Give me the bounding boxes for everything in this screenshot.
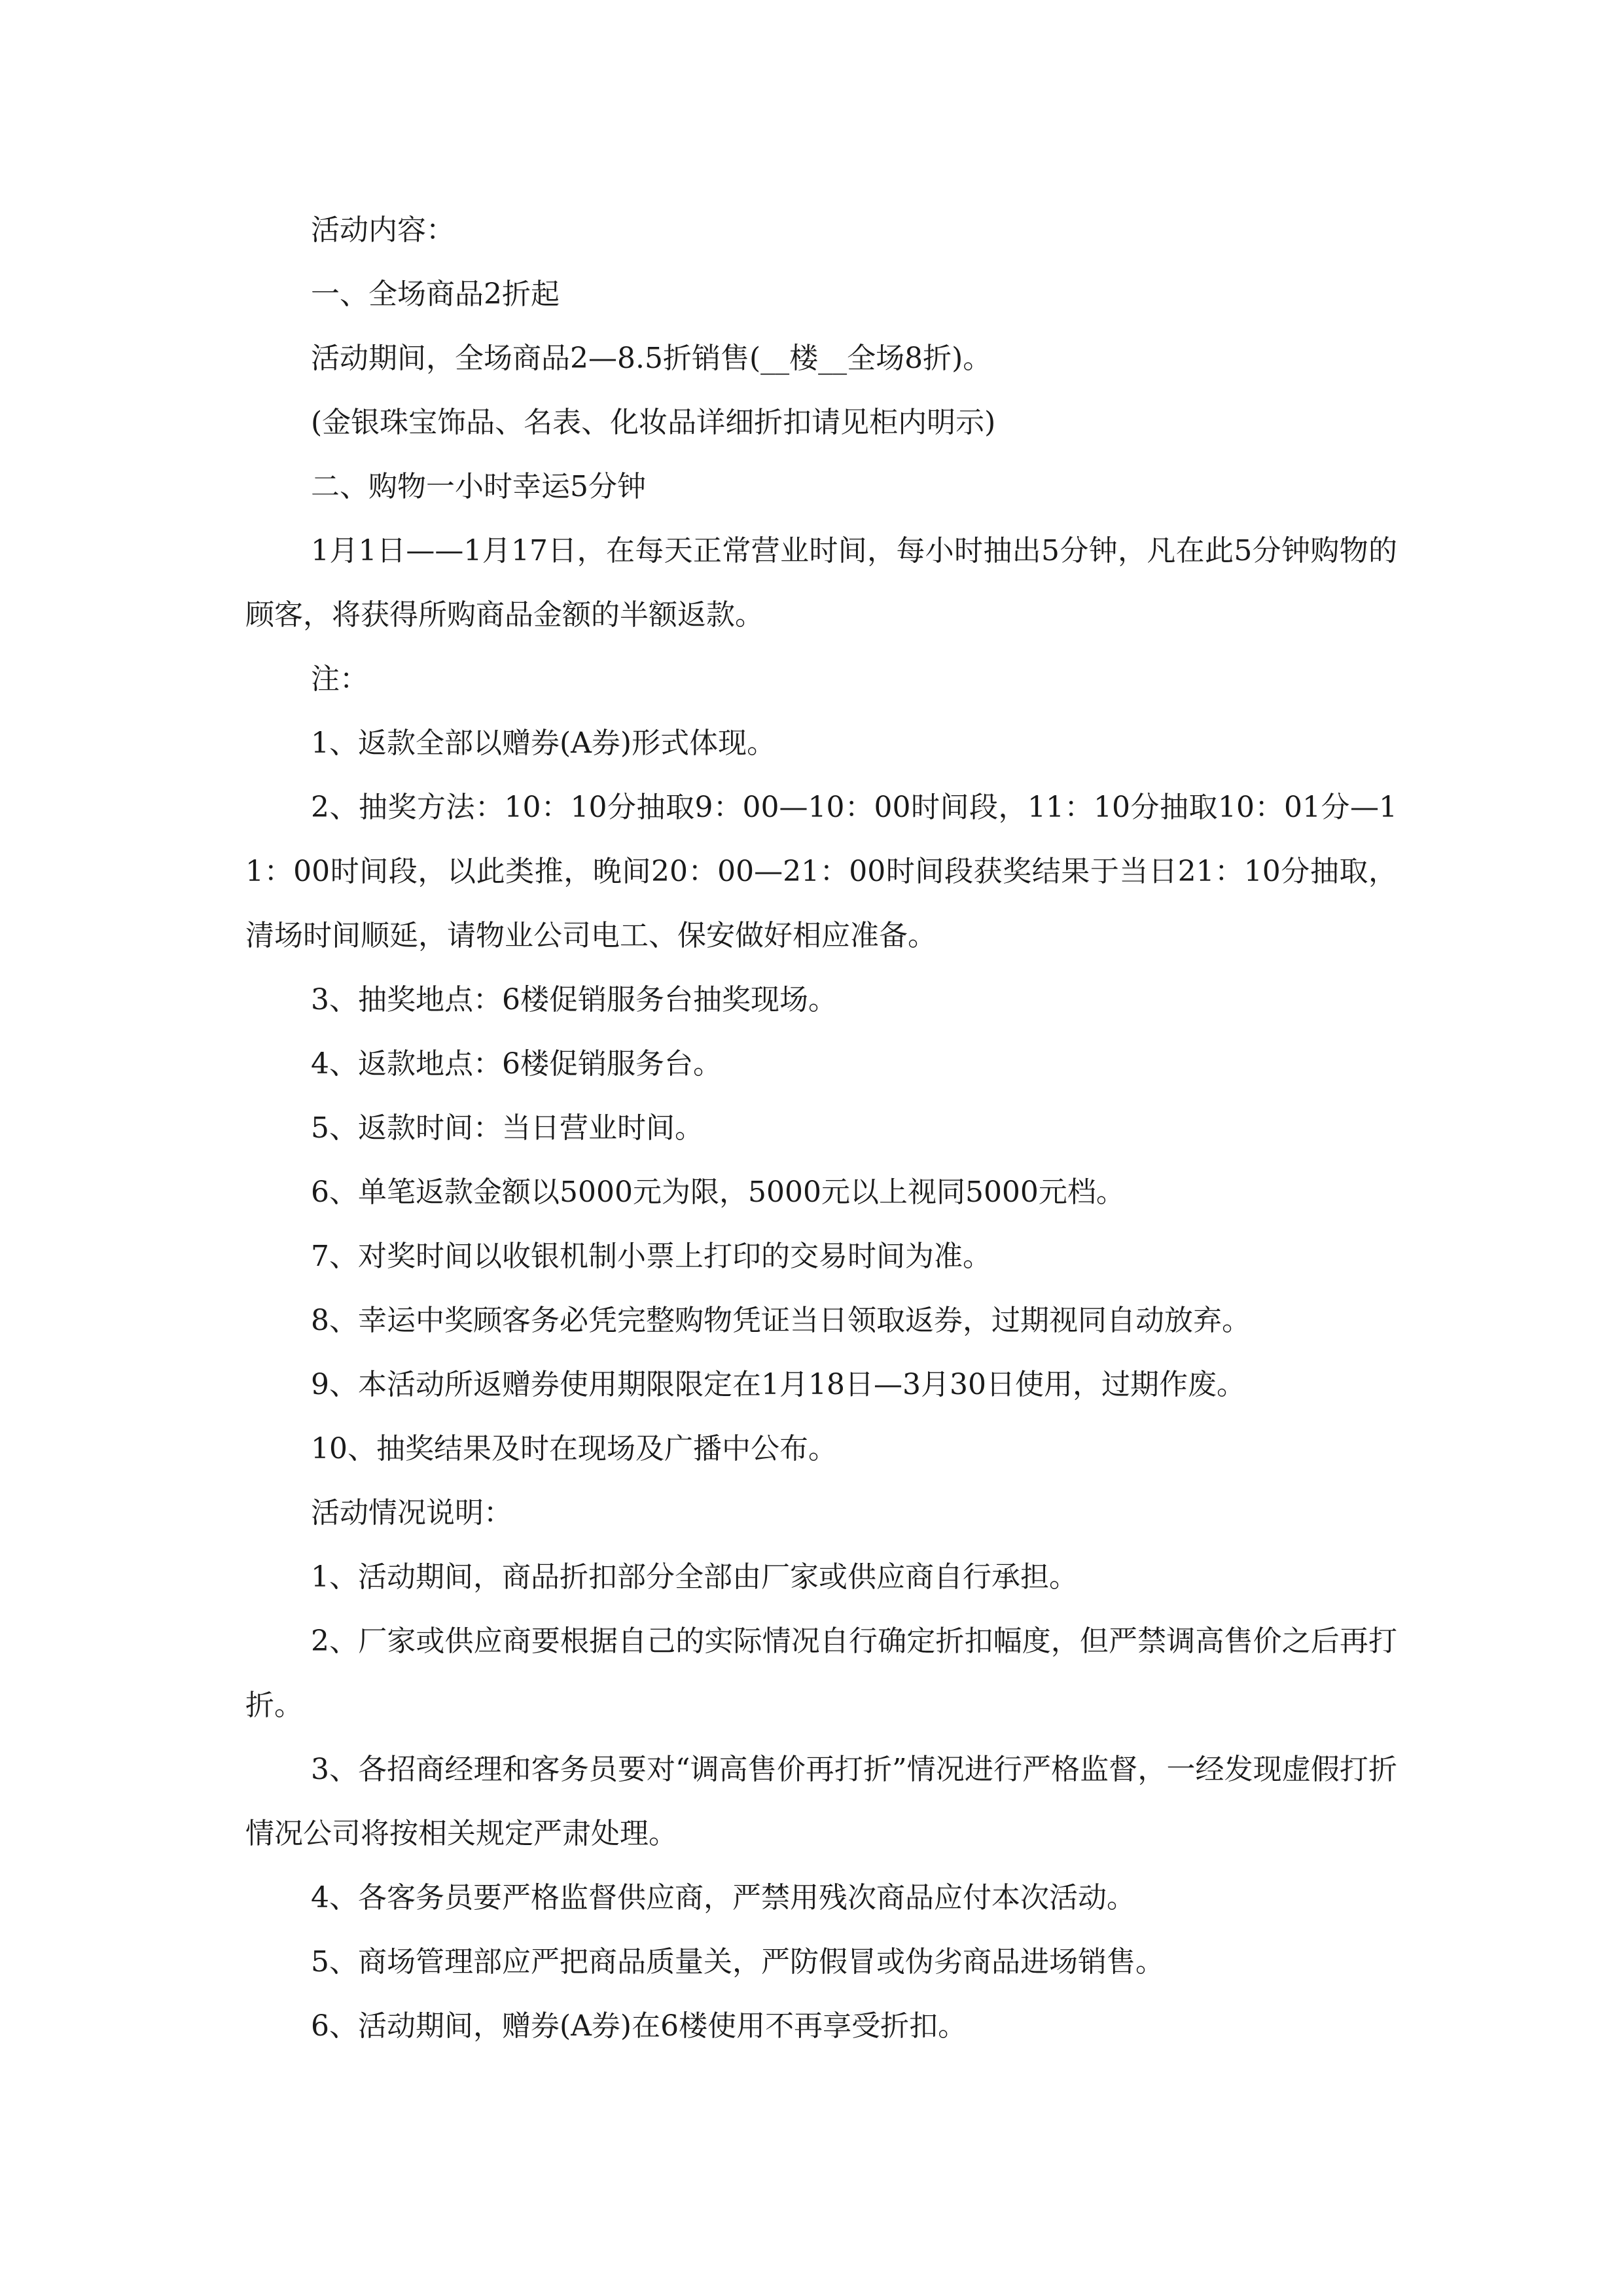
notes-item-2: 2、厂家或供应商要根据自己的实际情况自行确定折扣幅度，但严禁调高售价之后再打折。: [245, 1624, 1397, 1722]
note-item-8: 8、幸运中奖顾客务必凭完整购物凭证当日领取返券，过期视同自动放弃。: [311, 1304, 1251, 1337]
note-item-7: 7、对奖时间以收银机制小票上打印的交易时间为准。: [311, 1240, 991, 1273]
note-item-1: 1、返款全部以赠券(A券)形式体现。: [311, 726, 776, 760]
note-item-9: 9、本活动所返赠券使用期限限定在1月18日—3月30日使用，过期作废。: [311, 1368, 1245, 1401]
paragraph-lucky-5-minutes: 1月1日——1月17日，在每天正常营业时间，每小时抽出5分钟，凡在此5分钟购物的顾客，将获得所购商品金额的半额返款。: [245, 534, 1397, 632]
note-item-5: 5、返款时间：当日营业时间。: [311, 1111, 704, 1145]
note-item-6: 6、单笔返款金额以5000元为限，5000元以上视同5000元档。: [311, 1175, 1125, 1209]
note-item-10: 10、抽奖结果及时在现场及广播中公布。: [311, 1432, 837, 1465]
notes-item-5: 5、商场管理部应严把商品质量关，严防假冒或伪劣商品进场销售。: [311, 1945, 1164, 1979]
item-heading-lucky-5-minutes: 二、购物一小时幸运5分钟: [311, 470, 646, 503]
note-item-4: 4、返款地点：6楼促销服务台。: [311, 1047, 722, 1081]
note-item-2: 2、抽奖方法：10：10分抽取9：00—10：00时间段，11：10分抽取10：01分—11：00时间段，以此类推，晚间20：00—21：00时间段获奖结果于当日21：10分抽取，清场时间顺延，请物业公司电工、保安做好相应准备。: [245, 791, 1397, 952]
notes-item-1: 1、活动期间，商品折扣部分全部由厂家或供应商自行承担。: [311, 1560, 1078, 1594]
notes-item-6: 6、活动期间，赠券(A券)在6楼使用不再享受折扣。: [311, 2009, 967, 2043]
section-heading-activity-content: 活动内容：: [311, 213, 455, 247]
notes-item-3: 3、各招商经理和客务员要对“调高售价再打折”情况进行严格监督，一经发现虚假打折情况公司将按相关规定严肃处理。: [245, 1753, 1397, 1850]
notes-item-4: 4、各客务员要严格监督供应商，严禁用残次商品应付本次活动。: [311, 1881, 1135, 1914]
paragraph-discount-period: 活动期间，全场商品2—8.5折销售(__楼__全场8折)。: [311, 342, 992, 375]
note-item-3: 3、抽奖地点：6楼促销服务台抽奖现场。: [311, 983, 837, 1016]
item-heading-discount: 一、全场商品2折起: [311, 278, 560, 311]
section-heading-activity-notes: 活动情况说明：: [311, 1496, 512, 1530]
paragraph-discount-note: (金银珠宝饰品、名表、化妆品详细折扣请见柜内明示): [311, 406, 996, 439]
note-heading: 注：: [311, 662, 368, 696]
document-body: [245, 198, 1397, 2058]
